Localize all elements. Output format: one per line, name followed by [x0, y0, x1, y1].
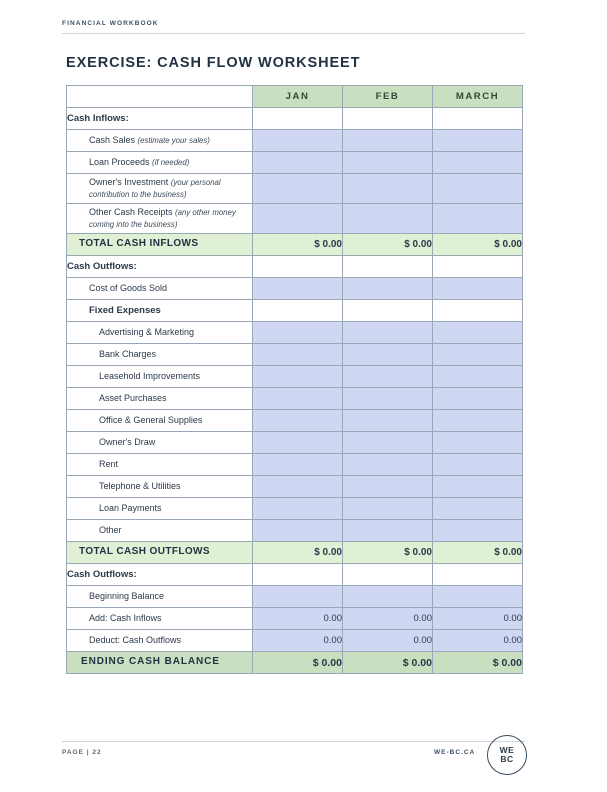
- table-row: [67, 630, 523, 652]
- row-label: Advertising & Marketing: [67, 322, 253, 344]
- amount-cell[interactable]: [343, 130, 433, 152]
- row-label: Loan Proceeds (if needed): [67, 152, 253, 174]
- amount-cell: $ 0.00: [253, 652, 343, 674]
- amount-cell[interactable]: [433, 130, 523, 152]
- table-row: [67, 256, 523, 278]
- row-label: Other: [67, 520, 253, 542]
- amount-cell: [433, 300, 523, 322]
- amount-cell[interactable]: [343, 498, 433, 520]
- amount-cell[interactable]: [343, 278, 433, 300]
- row-label: Office & General Supplies: [67, 410, 253, 432]
- table-row: [67, 388, 523, 410]
- row-label: Owner's Draw: [67, 432, 253, 454]
- logo-line-2: BC: [500, 754, 514, 764]
- table-body: [67, 108, 523, 674]
- amount-cell[interactable]: 0.00: [253, 608, 343, 630]
- amount-cell: $ 0.00: [433, 652, 523, 674]
- table-row: [67, 476, 523, 498]
- amount-cell: [433, 108, 523, 130]
- website-label: WE-BC.CA: [434, 749, 476, 756]
- amount-cell[interactable]: [253, 366, 343, 388]
- amount-cell[interactable]: [433, 204, 523, 234]
- table-row: [67, 130, 523, 152]
- amount-cell[interactable]: [343, 322, 433, 344]
- amount-cell[interactable]: [253, 410, 343, 432]
- amount-cell[interactable]: [343, 520, 433, 542]
- amount-cell: $ 0.00: [253, 234, 343, 256]
- amount-cell: [343, 300, 433, 322]
- amount-cell[interactable]: [253, 322, 343, 344]
- amount-cell[interactable]: [343, 454, 433, 476]
- amount-cell[interactable]: [343, 152, 433, 174]
- table-row: [67, 586, 523, 608]
- table-row: [67, 322, 523, 344]
- table-row: [67, 278, 523, 300]
- amount-cell[interactable]: [433, 410, 523, 432]
- table-row: [67, 542, 523, 564]
- row-label: Fixed Expenses: [67, 300, 253, 322]
- amount-cell[interactable]: [253, 130, 343, 152]
- amount-cell[interactable]: [253, 432, 343, 454]
- row-label: Asset Purchases: [67, 388, 253, 410]
- amount-cell[interactable]: [253, 174, 343, 204]
- amount-cell[interactable]: [343, 174, 433, 204]
- row-label-note: (if needed): [152, 157, 190, 167]
- table-header-row: [67, 86, 523, 108]
- column-header-blank: [67, 86, 253, 108]
- amount-cell[interactable]: [433, 454, 523, 476]
- row-label: Owner's Investment (your personal contribution to the business): [67, 174, 253, 204]
- amount-cell[interactable]: [433, 322, 523, 344]
- amount-cell[interactable]: [433, 174, 523, 204]
- row-label: Cash Inflows:: [67, 108, 253, 130]
- table-row: [67, 454, 523, 476]
- column-header-feb: FEB: [343, 86, 433, 108]
- amount-cell[interactable]: [253, 344, 343, 366]
- amount-cell: [343, 256, 433, 278]
- amount-cell[interactable]: [433, 366, 523, 388]
- footer-divider: [62, 741, 525, 742]
- amount-cell[interactable]: [253, 454, 343, 476]
- row-label: Leasehold Improvements: [67, 366, 253, 388]
- row-label: Rent: [67, 454, 253, 476]
- amount-cell: [343, 564, 433, 586]
- row-label: Cash Outflows:: [67, 256, 253, 278]
- amount-cell[interactable]: [343, 344, 433, 366]
- amount-cell: $ 0.00: [343, 234, 433, 256]
- row-label: Deduct: Cash Outflows: [67, 630, 253, 652]
- amount-cell[interactable]: [433, 476, 523, 498]
- page-title: EXERCISE: CASH FLOW WORKSHEET: [66, 55, 361, 71]
- amount-cell[interactable]: 0.00: [343, 608, 433, 630]
- table-row: [67, 152, 523, 174]
- table-row: [67, 520, 523, 542]
- amount-cell: $ 0.00: [433, 234, 523, 256]
- amount-cell[interactable]: 0.00: [433, 608, 523, 630]
- amount-cell[interactable]: [253, 476, 343, 498]
- table-row: [67, 652, 523, 674]
- column-header-jan: JAN: [253, 86, 343, 108]
- amount-cell[interactable]: 0.00: [433, 630, 523, 652]
- amount-cell[interactable]: [343, 432, 433, 454]
- row-label: Bank Charges: [67, 344, 253, 366]
- row-label: Beginning Balance: [67, 586, 253, 608]
- row-label: ENDING CASH BALANCE: [67, 652, 253, 674]
- amount-cell: [253, 256, 343, 278]
- amount-cell[interactable]: 0.00: [343, 630, 433, 652]
- row-label-note: (estimate your sales): [137, 135, 210, 145]
- amount-cell[interactable]: [433, 344, 523, 366]
- amount-cell[interactable]: [433, 388, 523, 410]
- row-label: Cost of Goods Sold: [67, 278, 253, 300]
- amount-cell[interactable]: [433, 586, 523, 608]
- amount-cell[interactable]: [253, 498, 343, 520]
- amount-cell: [433, 564, 523, 586]
- amount-cell[interactable]: [433, 278, 523, 300]
- table-row: [67, 366, 523, 388]
- amount-cell[interactable]: [343, 410, 433, 432]
- table-row: [67, 234, 523, 256]
- logo-line-1: WE: [499, 745, 515, 756]
- amount-cell[interactable]: [343, 366, 433, 388]
- amount-cell[interactable]: [343, 388, 433, 410]
- amount-cell: [253, 300, 343, 322]
- row-label-note: (your personal contribution to the business): [89, 178, 221, 199]
- row-label: Add: Cash Inflows: [67, 608, 253, 630]
- column-header-march: MARCH: [433, 86, 523, 108]
- amount-cell[interactable]: [433, 498, 523, 520]
- table-row: [67, 432, 523, 454]
- row-label: Cash Outflows:: [67, 564, 253, 586]
- amount-cell: $ 0.00: [433, 542, 523, 564]
- amount-cell: [343, 108, 433, 130]
- amount-cell[interactable]: [343, 476, 433, 498]
- amount-cell[interactable]: [433, 520, 523, 542]
- row-label: Cash Sales (estimate your sales): [67, 130, 253, 152]
- amount-cell[interactable]: [253, 278, 343, 300]
- amount-cell: [433, 256, 523, 278]
- table-row: [67, 410, 523, 432]
- amount-cell[interactable]: [343, 204, 433, 234]
- row-label-note: (any other money coming into the business): [89, 208, 236, 229]
- row-label: Loan Payments: [67, 498, 253, 520]
- amount-cell[interactable]: [253, 152, 343, 174]
- table-row: [67, 608, 523, 630]
- amount-cell: [253, 564, 343, 586]
- amount-cell[interactable]: [253, 520, 343, 542]
- amount-cell[interactable]: 0.00: [253, 630, 343, 652]
- we-bc-logo: [487, 735, 527, 775]
- row-label: TOTAL CASH INFLOWS: [67, 234, 253, 256]
- row-label: Other Cash Receipts (any other money coming into the business): [67, 204, 253, 234]
- amount-cell: $ 0.00: [343, 542, 433, 564]
- header-divider: [62, 33, 525, 34]
- running-head: FINANCIAL WORKBOOK: [62, 20, 159, 27]
- amount-cell[interactable]: [433, 152, 523, 174]
- amount-cell[interactable]: [433, 432, 523, 454]
- table-row: [67, 300, 523, 322]
- row-label: TOTAL CASH OUTFLOWS: [67, 542, 253, 564]
- amount-cell[interactable]: [253, 586, 343, 608]
- amount-cell: $ 0.00: [253, 542, 343, 564]
- amount-cell: $ 0.00: [343, 652, 433, 674]
- amount-cell: [253, 108, 343, 130]
- table-row: [67, 564, 523, 586]
- amount-cell[interactable]: [253, 204, 343, 234]
- cash-flow-table: [66, 85, 523, 674]
- row-label: Telephone & Utilities: [67, 476, 253, 498]
- table-row: [67, 344, 523, 366]
- table-row: [67, 204, 523, 234]
- page-number: PAGE | 22: [62, 749, 102, 756]
- amount-cell[interactable]: [253, 388, 343, 410]
- table-row: [67, 108, 523, 130]
- amount-cell[interactable]: [343, 586, 433, 608]
- table-row: [67, 174, 523, 204]
- table-row: [67, 498, 523, 520]
